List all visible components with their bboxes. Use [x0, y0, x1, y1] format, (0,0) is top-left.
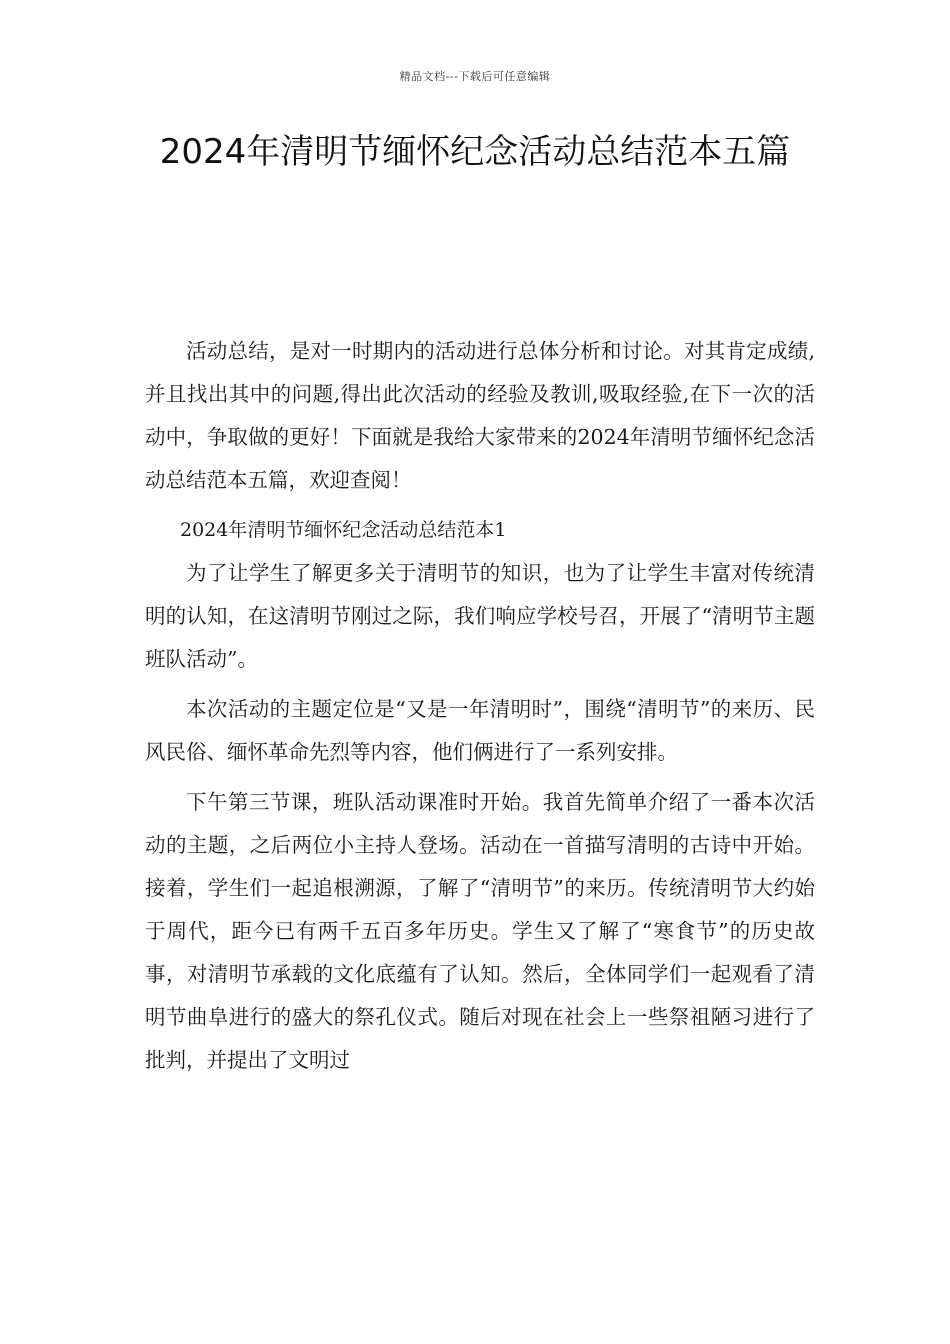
document-title: 2024年清明节缅怀纪念活动总结范本五篇	[159, 132, 791, 172]
section-heading: 2024年清明节缅怀纪念活动总结范本1	[180, 519, 507, 541]
body-paragraph: 本次活动的主题定位是“又是一年清明时”，围绕“清明节”的来历、民风民俗、缅怀革命先烈等内容，他们俩进行了一系列安排。	[145, 697, 815, 764]
header-note: 精品文档---下载后可任意编辑	[399, 70, 551, 83]
document-body	[145, 330, 815, 1089]
body-paragraph: 下午第三节课，班队活动课准时开始。我首先简单介绍了一番本次活动的主题，之后两位小主持人登场。活动在一首描写清明的古诗中开始。接着，学生们一起追根溯源，了解了“清明节”的来历。传统清明节大约始于周代，距今已有两千五百多年历史。学生又了解了“寒食节”的历史故事，对清明节承载的文化底蕴有了认知。然后，全体同学们一起观看了清明节曲阜进行的盛大的祭孔仪式。随后对现在社会上一些祭祖陋习进行了批判，并提出了文明过	[145, 790, 815, 1072]
intro-paragraph: 活动总结，是对一时期内的活动进行总体分析和讨论。对其肯定成绩,并且找出其中的问题,得出此次活动的经验及教训,吸取经验,在下一次的活动中，争取做的更好！下面就是我给大家带来的2024年清明节缅怀纪念活动总结范本五篇，欢迎查阅！	[145, 339, 815, 492]
body-paragraph: 为了让学生了解更多关于清明节的知识，也为了让学生丰富对传统清明的认知，在这清明节刚过之际，我们响应学校号召，开展了“清明节主题班队活动”。	[145, 561, 815, 671]
